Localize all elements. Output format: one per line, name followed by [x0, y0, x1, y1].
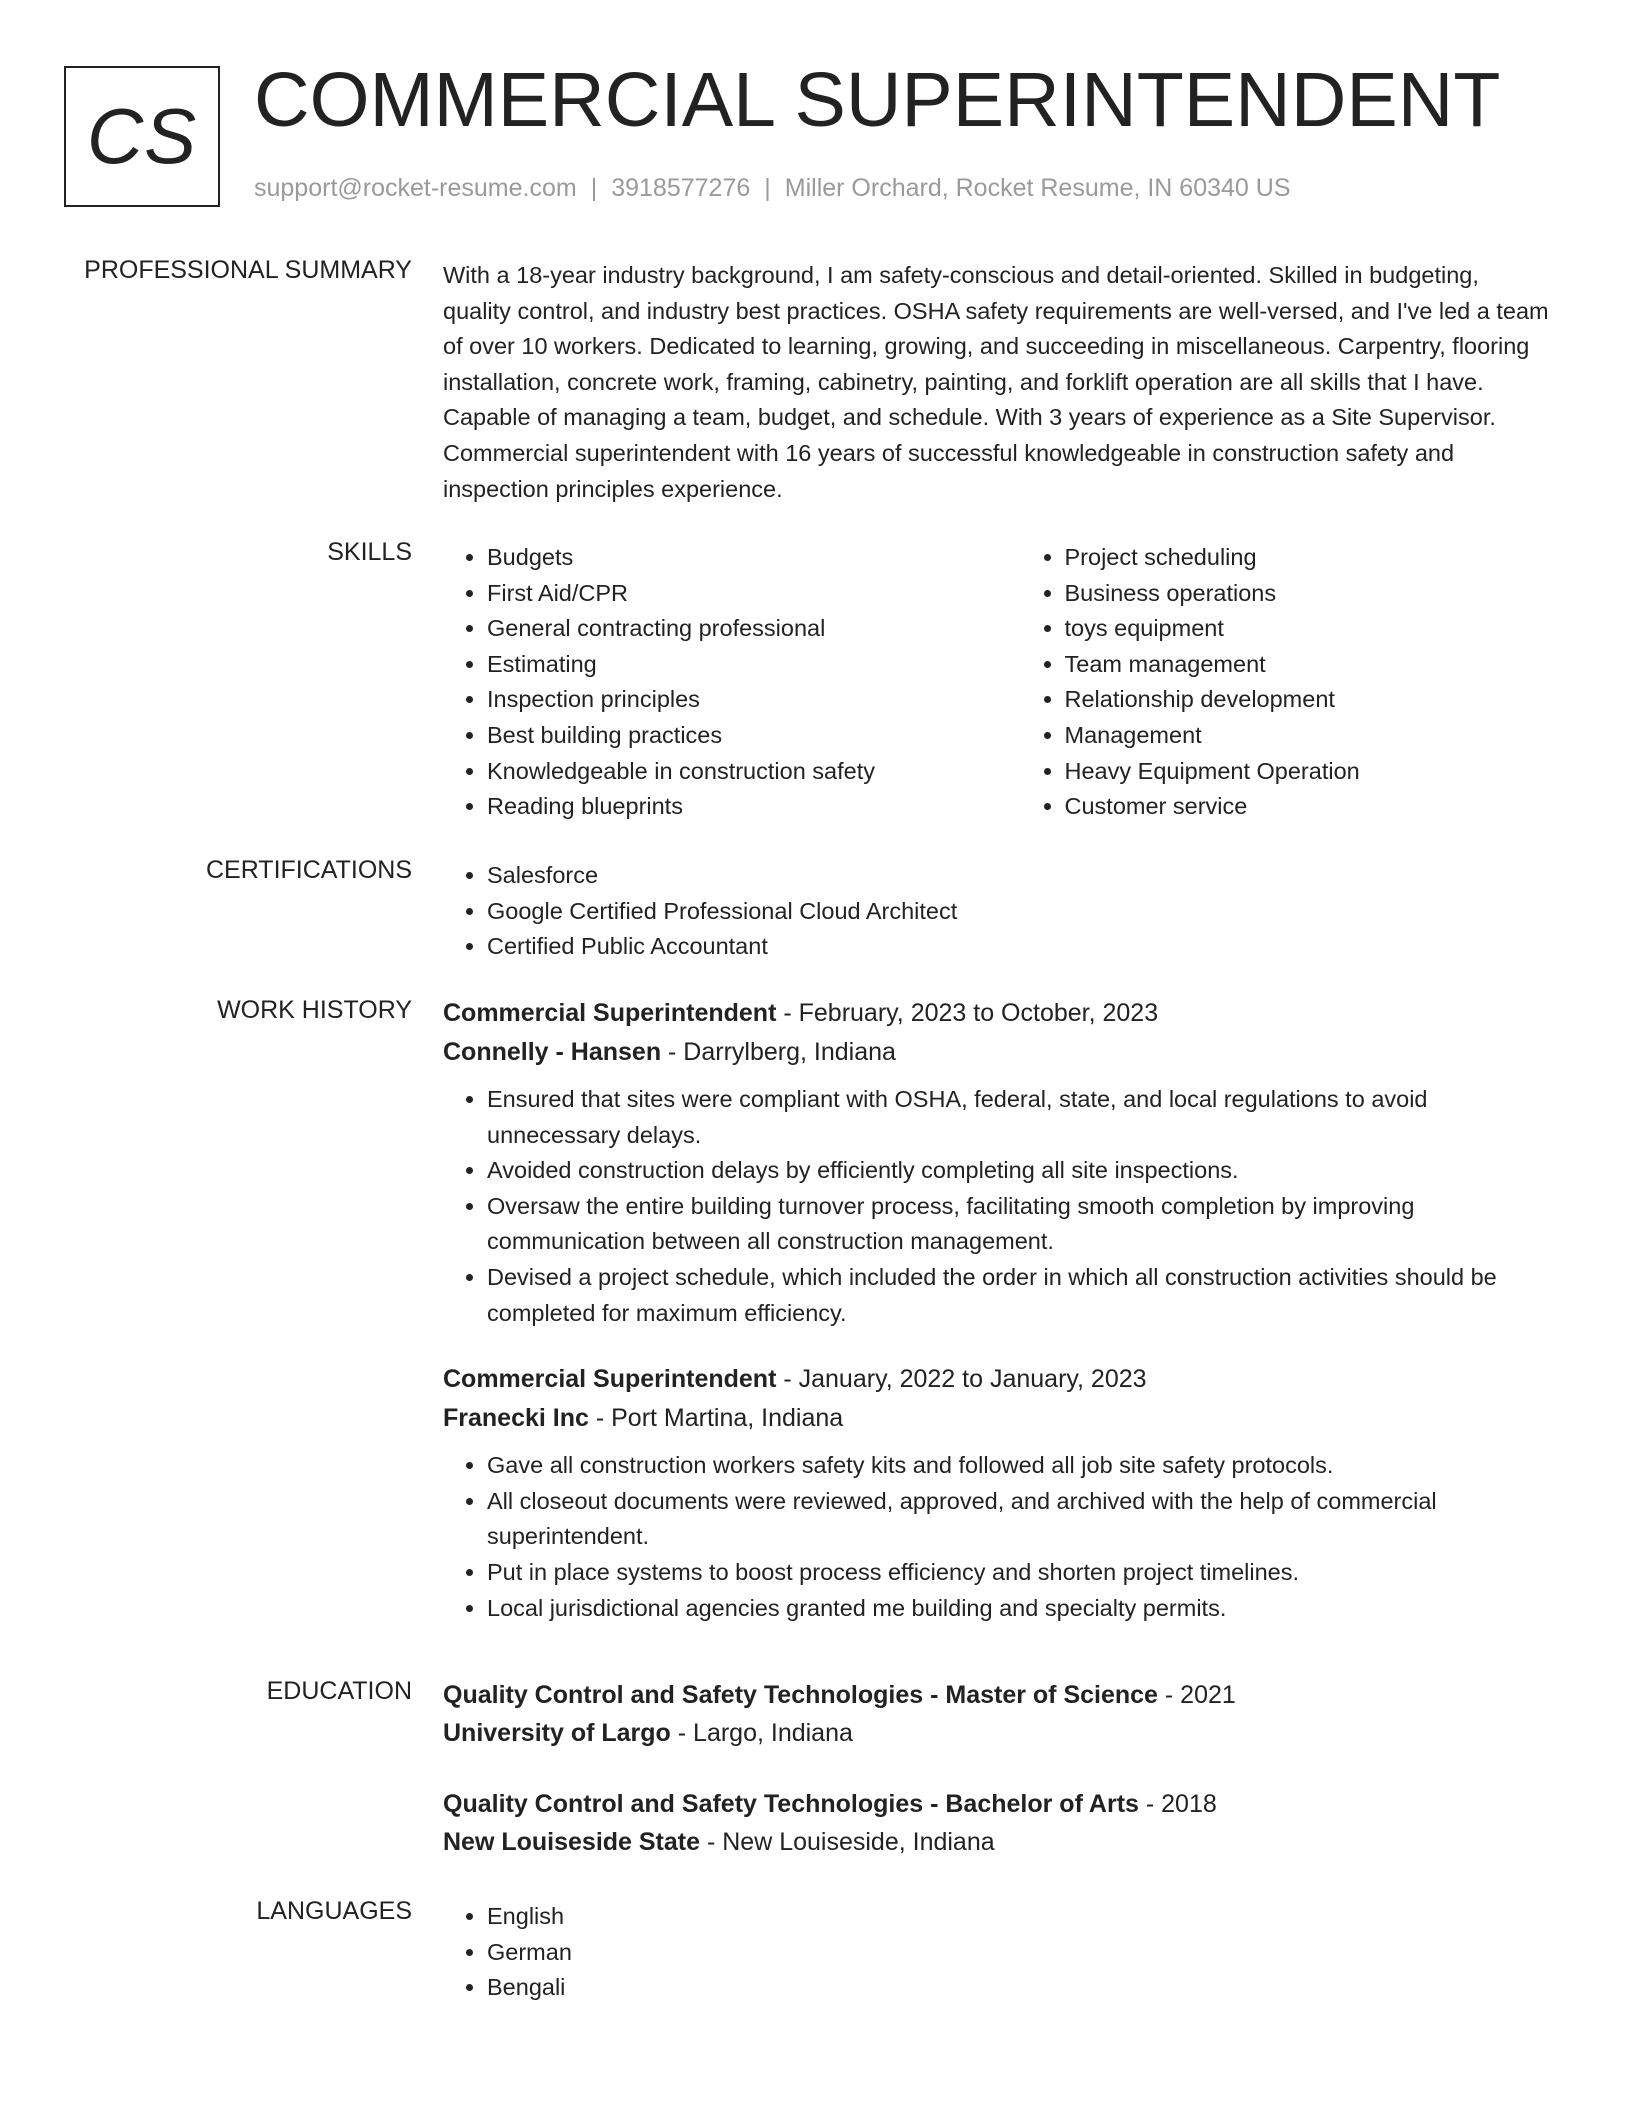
job-bullet: • Avoided construction delays by efficiently completing all site inspections. [487, 1153, 1553, 1189]
skills-list-right [1021, 540, 1554, 825]
job-bullet: • All closeout documents were reviewed, approved, and archived with the help of commercial superintendent. [487, 1484, 1553, 1555]
job-location: - Darrylberg, Indiana [661, 1038, 896, 1066]
education-entry [443, 1676, 1553, 1752]
education-entry [443, 1785, 1553, 1861]
summary-text: With a 18-year industry background, I am safety-conscious and detail-oriented. Skilled in budgeting, quality control, and industry best practices. OSHA safety requirements are well-versed, and I've led a team of over 10 workers. Dedicated to learning, growing, and succeeding in miscellaneous. Carpentry, flooring installation, concrete work, framing, cabinetry, painting, and forklift operation are all skills that I have. Capable of managing a team, budget, and schedule. With 3 years of experience as a Site Supervisor. Commercial superintendent with 16 years of successful knowledgeable in construction safety and inspection principles experience. [443, 262, 1549, 502]
job-company-line [443, 1033, 1553, 1072]
education-school: New Louiseside State [443, 1828, 701, 1856]
language-item: • Bengali [487, 1970, 1553, 2006]
skill-item: • Inspection principles [487, 682, 976, 718]
skill-item: • Project scheduling [1065, 540, 1554, 576]
languages-label: LANGUAGES [256, 1897, 412, 1925]
address-text: Miller Orchard, Rocket Resume, IN 60340 US [784, 174, 1291, 202]
job-bullet: • Local jurisdictional agencies granted me building and specialty permits. [487, 1591, 1553, 1627]
summary-label: PROFESSIONAL SUMMARY [84, 256, 412, 284]
job-title: Commercial Superintendent [443, 999, 777, 1027]
education-location: - New Louiseside, Indiana [700, 1828, 995, 1856]
job-title-line [443, 1360, 1553, 1399]
skill-item: • toys equipment [1065, 611, 1554, 647]
job-bullet: • Oversaw the entire building turnover process, facilitating smooth completion by improving communication between all construction management. [487, 1189, 1553, 1260]
skills-body [443, 540, 1553, 825]
education-location: - Largo, Indiana [670, 1719, 853, 1747]
job-company: Connelly - Hansen [443, 1038, 662, 1066]
job-title: Commercial Superintendent [443, 1365, 777, 1394]
skill-item: • Management [1065, 718, 1554, 754]
education-degree: Quality Control and Safety Technologies - Bachelor of Arts [443, 1790, 1139, 1818]
education-body [443, 1676, 1553, 1861]
job-bullet: • Put in place systems to boost process efficiency and shorten project timelines. [487, 1555, 1553, 1591]
job-company-line [443, 1399, 1553, 1438]
certification-item: • Salesforce [487, 858, 1553, 894]
job-dates: - January, 2022 to January, 2023 [776, 1365, 1147, 1394]
skill-item: • Knowledgeable in construction safety [487, 754, 976, 790]
contact-line [254, 174, 1291, 203]
education-label: EDUCATION [266, 1677, 412, 1705]
education-degree-line [443, 1785, 1553, 1823]
skill-item: • General contracting professional [487, 611, 976, 647]
languages-list [443, 1899, 1553, 2006]
contact-separator: | [590, 174, 598, 202]
skill-item: • Team management [1065, 647, 1554, 683]
job-bullets [443, 1082, 1553, 1331]
monogram-box: CS [64, 66, 220, 207]
skills-label: SKILLS [327, 538, 412, 566]
certifications-body [443, 858, 1553, 965]
job-company: Franecki Inc [443, 1404, 589, 1433]
job-bullet: • Devised a project schedule, which included the order in which all construction activities should be completed for maximum efficiency. [487, 1260, 1553, 1331]
skill-item: • First Aid/CPR [487, 576, 976, 612]
language-item: • German [487, 1935, 1553, 1971]
job-entry [443, 1360, 1553, 1626]
job-dates: - February, 2023 to October, 2023 [776, 999, 1159, 1027]
skill-item: • Estimating [487, 647, 976, 683]
skills-list-left [443, 540, 976, 825]
education-degree-line [443, 1676, 1553, 1714]
job-title-line [443, 994, 1553, 1033]
certification-item: • Google Certified Professional Cloud Architect [487, 894, 1553, 930]
skill-item: • Heavy Equipment Operation [1065, 754, 1554, 790]
contact-separator: | [764, 174, 771, 202]
skill-item: • Relationship development [1065, 682, 1554, 718]
skill-item: • Reading blueprints [487, 789, 976, 825]
certifications-list [443, 858, 1553, 965]
language-item: • English [487, 1899, 1553, 1935]
languages-body [443, 1899, 1553, 2006]
skill-item: • Budgets [487, 540, 976, 576]
job-bullets [443, 1448, 1553, 1626]
work-history-body [443, 994, 1553, 1626]
email-text: support@rocket-resume.com [254, 174, 577, 202]
skill-item: • Business operations [1065, 576, 1554, 612]
job-entry [443, 994, 1553, 1331]
skill-item: • Customer service [1065, 789, 1554, 825]
job-bullet: • Ensured that sites were compliant with OSHA, federal, state, and local regulations to avoid unnecessary delays. [487, 1082, 1553, 1153]
education-year: - 2021 [1157, 1681, 1236, 1709]
page-title: COMMERCIAL SUPERINTENDENT [254, 57, 1501, 143]
certification-item: • Certified Public Accountant [487, 929, 1553, 965]
education-school-line [443, 1823, 1553, 1861]
education-school-line [443, 1714, 1553, 1752]
education-degree: Quality Control and Safety Technologies - Master of Science [443, 1681, 1158, 1709]
skill-item: • Best building practices [487, 718, 976, 754]
job-bullet: • Gave all construction workers safety kits and followed all job site safety protocols. [487, 1448, 1553, 1484]
work-history-label: WORK HISTORY [217, 996, 412, 1024]
certifications-label: CERTIFICATIONS [205, 856, 412, 884]
job-location: - Port Martina, Indiana [588, 1404, 844, 1433]
education-school: University of Largo [443, 1719, 671, 1747]
education-year: - 2018 [1138, 1790, 1217, 1818]
phone-text: 3918577276 [611, 174, 751, 202]
